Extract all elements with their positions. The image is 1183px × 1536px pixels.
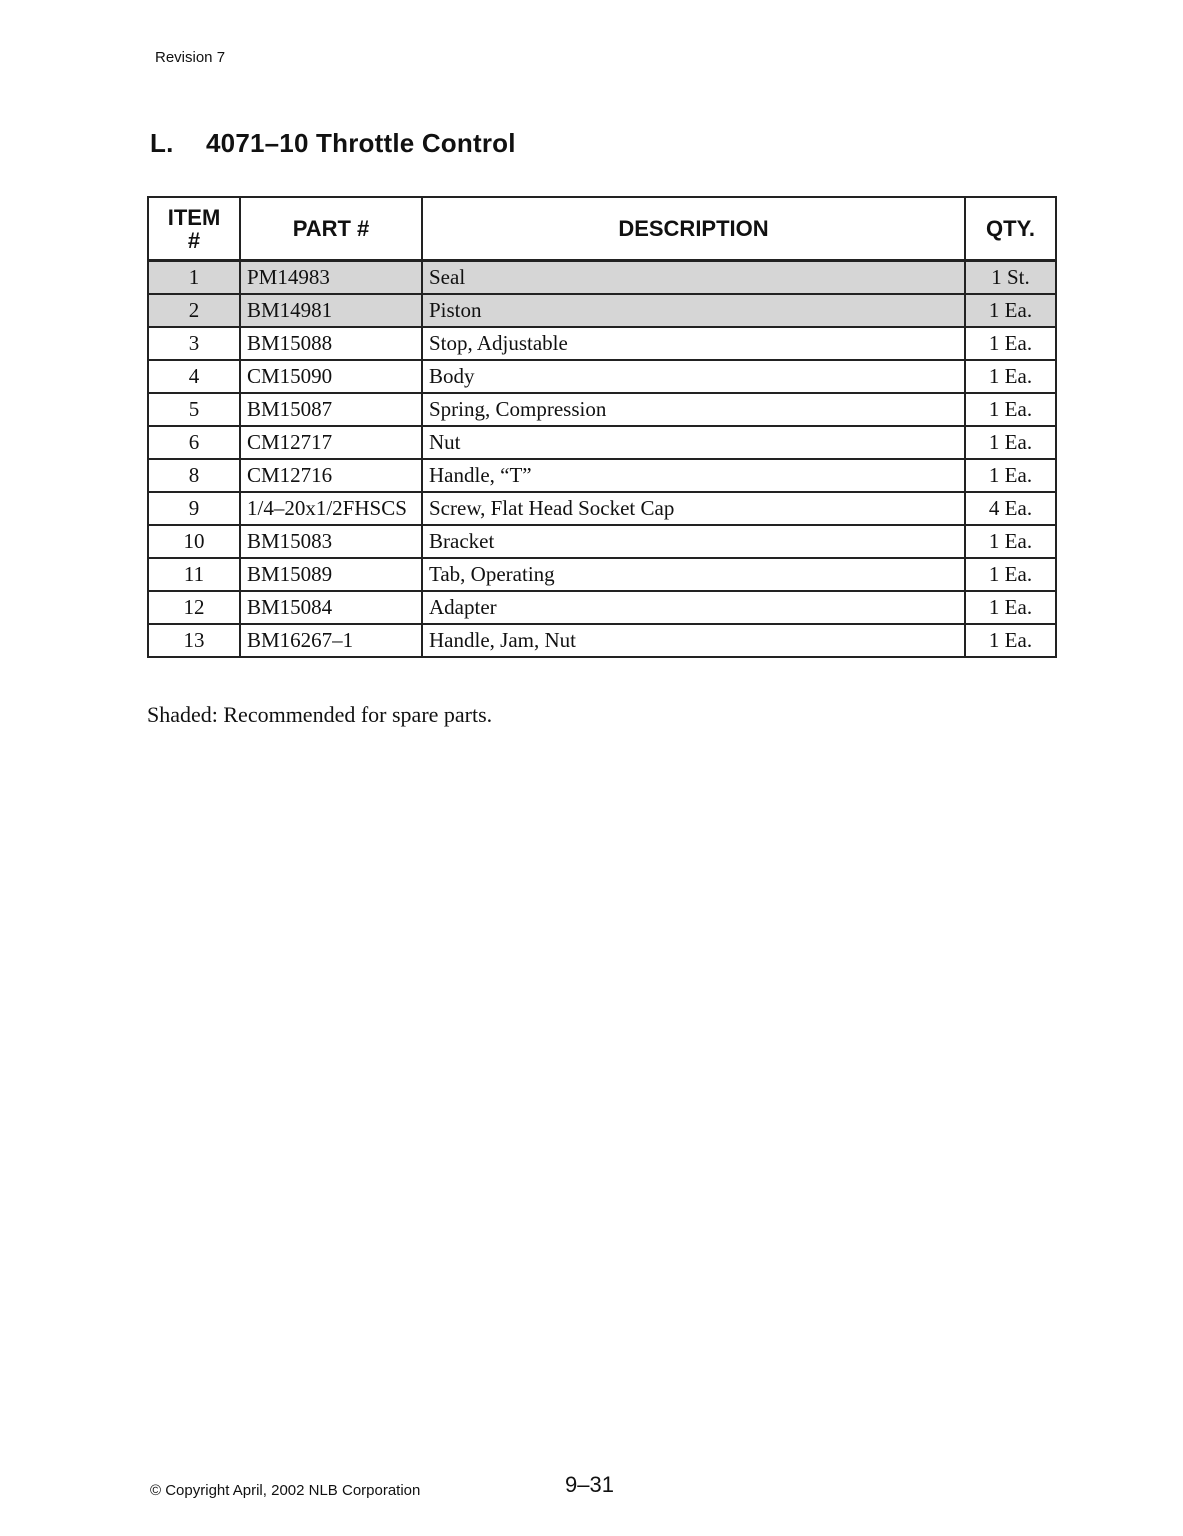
cell-item: 1: [148, 261, 240, 295]
cell-part-number: BM16267–1: [240, 624, 422, 657]
cell-description: Adapter: [422, 591, 965, 624]
shading-note: Shaded: Recommended for spare parts.: [147, 702, 493, 727]
cell-qty: 1 Ea.: [965, 459, 1056, 492]
cell-qty: 1 Ea.: [965, 294, 1056, 327]
cell-description: Spring, Compression: [422, 393, 965, 426]
cell-part-number: BM14981: [240, 294, 422, 327]
cell-description: Screw, Flat Head Socket Cap: [422, 492, 965, 525]
cell-qty: 4 Ea.: [965, 492, 1056, 525]
parts-table-body: [148, 261, 1056, 658]
table-row: [148, 525, 1056, 558]
table-row: [148, 624, 1056, 657]
section-letter: L.: [150, 128, 174, 158]
cell-part-number: 1/4–20x1/2FHSCS: [240, 492, 422, 525]
cell-item: 3: [148, 327, 240, 360]
cell-qty: 1 Ea.: [965, 525, 1056, 558]
column-header-description: DESCRIPTION: [422, 197, 965, 261]
cell-description: Handle, Jam, Nut: [422, 624, 965, 657]
copyright-text: © Copyright April, 2002 NLB Corporation: [150, 1482, 421, 1499]
table-row: [148, 558, 1056, 591]
table-row: [148, 591, 1056, 624]
cell-part-number: BM15088: [240, 327, 422, 360]
cell-description: Tab, Operating: [422, 558, 965, 591]
cell-description: Seal: [422, 261, 965, 295]
column-header-item: ITEM #: [148, 197, 240, 261]
table-header-row: [148, 197, 1056, 261]
parts-table: [147, 196, 1057, 658]
cell-item: 13: [148, 624, 240, 657]
table-row: [148, 294, 1056, 327]
table-row: [148, 360, 1056, 393]
cell-part-number: BM15089: [240, 558, 422, 591]
page-number: 9–31: [565, 1472, 614, 1497]
table-row: [148, 426, 1056, 459]
section-title: [150, 128, 516, 159]
cell-item: 6: [148, 426, 240, 459]
table-row: [148, 492, 1056, 525]
cell-item: 8: [148, 459, 240, 492]
column-header-qty: QTY.: [965, 197, 1056, 261]
section-title-text: 4071–10 Throttle Control: [206, 128, 516, 158]
revision-label: Revision 7: [155, 49, 226, 66]
cell-part-number: CM15090: [240, 360, 422, 393]
cell-item: 11: [148, 558, 240, 591]
cell-item: 5: [148, 393, 240, 426]
cell-qty: 1 Ea.: [965, 360, 1056, 393]
column-header-part: PART #: [240, 197, 422, 261]
table-row: [148, 327, 1056, 360]
cell-item: 4: [148, 360, 240, 393]
cell-part-number: BM15087: [240, 393, 422, 426]
cell-description: Stop, Adjustable: [422, 327, 965, 360]
cell-item: 10: [148, 525, 240, 558]
cell-qty: 1 Ea.: [965, 426, 1056, 459]
cell-qty: 1 Ea.: [965, 624, 1056, 657]
cell-part-number: CM12716: [240, 459, 422, 492]
cell-qty: 1 St.: [965, 261, 1056, 295]
cell-description: Nut: [422, 426, 965, 459]
cell-part-number: BM15084: [240, 591, 422, 624]
cell-qty: 1 Ea.: [965, 393, 1056, 426]
cell-description: Piston: [422, 294, 965, 327]
cell-qty: 1 Ea.: [965, 558, 1056, 591]
cell-description: Handle, “T”: [422, 459, 965, 492]
cell-description: Body: [422, 360, 965, 393]
cell-qty: 1 Ea.: [965, 591, 1056, 624]
table-row: [148, 459, 1056, 492]
cell-item: 2: [148, 294, 240, 327]
table-row: [148, 393, 1056, 426]
table-row: [148, 261, 1056, 295]
cell-part-number: PM14983: [240, 261, 422, 295]
cell-item: 9: [148, 492, 240, 525]
cell-part-number: BM15083: [240, 525, 422, 558]
cell-qty: 1 Ea.: [965, 327, 1056, 360]
cell-item: 12: [148, 591, 240, 624]
cell-description: Bracket: [422, 525, 965, 558]
cell-part-number: CM12717: [240, 426, 422, 459]
